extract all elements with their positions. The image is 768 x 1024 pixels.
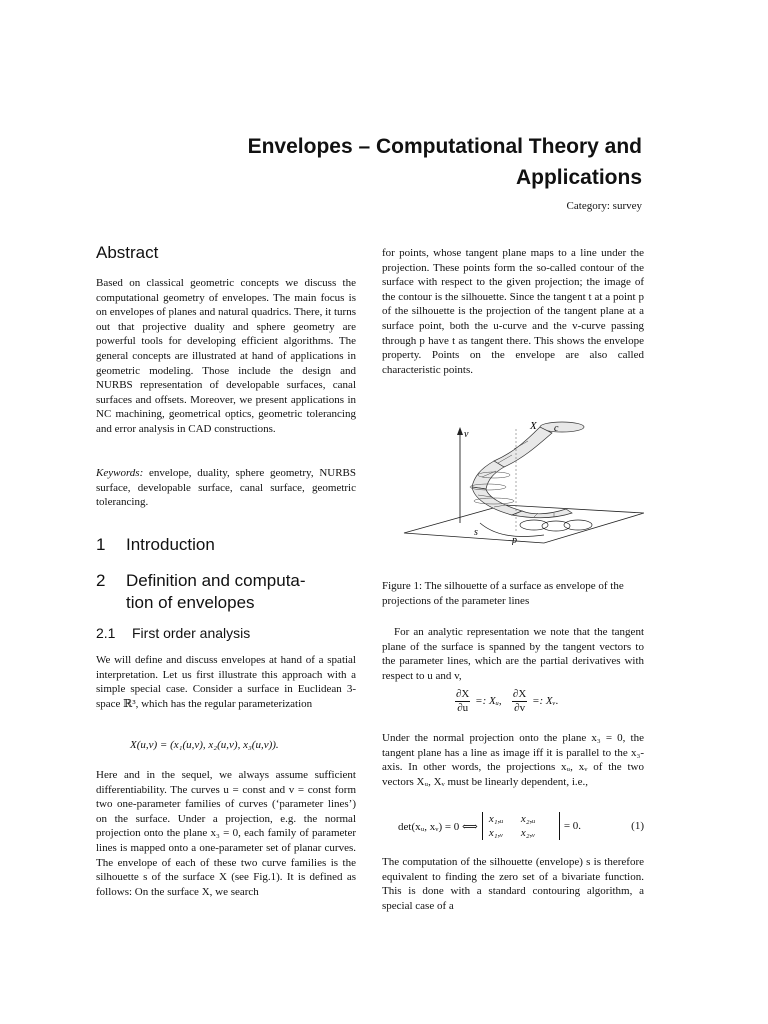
right-paragraph-4: The computation of the silhouette (envelope) s is therefore equivalent to finding the zero set of a bivariate function. This is done with a standard contouring algorithm, a special case of a: [382, 856, 644, 912]
label-s: s: [474, 527, 478, 538]
helical-surface: [472, 422, 584, 518]
section-1-heading: [96, 534, 215, 556]
section-1-number: 1: [96, 535, 106, 554]
abstract-keywords: [96, 466, 356, 510]
paper-title: [200, 131, 642, 193]
keywords-label: Keywords:: [96, 467, 144, 479]
equation-partial-derivatives: [453, 688, 558, 715]
v-axis-arrow: [457, 427, 463, 435]
matrix-x2v: x₂,ᵥ: [520, 827, 536, 839]
equation-number: (1): [631, 820, 644, 832]
right-paragraph-1: for points, whose tangent plane maps to a line under the projection. These points form the so-called contour of the surface with respect to the given projection; the image of the contour is the silhouette. Since the tangent t at a point p of the silhouette is the projection of the tangent plane at a surface point, both the u-curve and the v-curve passing through p have t as tangent there. This shows the envelope property. Points on the envelope are also called characteristic points.: [382, 247, 644, 376]
figure-1-caption: Figure 1: The silhouette of a surface as envelope of the projections of the parameter lines: [382, 580, 624, 607]
keywords-text: envelope, duality, sphere geometry, NURBS surface, developable surface, canal surface, geometric tolerancing.: [96, 467, 356, 509]
eq-du-rest: =: Xᵤ,: [475, 695, 502, 708]
section-2-heading: [96, 570, 356, 614]
abstract-heading: Abstract: [96, 243, 159, 262]
section-1-title: Introduction: [126, 535, 215, 554]
frac-du-denominator: ∂u: [457, 702, 469, 714]
determinant-matrix: [482, 812, 560, 840]
fraction-dv: [512, 688, 527, 715]
right-paragraph-3: Under the normal projection onto the plane x₃ = 0, the tangent plane has a line as image iff it is parallel to the x₃-axis. In other words, the projections xᵤ, xᵥ of the two vectors Xᵤ, Xᵥ must be linearly dependent, i.e.,: [382, 732, 644, 788]
figure-1-silhouette-illustration: [394, 415, 644, 545]
eq-dv-rest: =: Xᵥ.: [532, 695, 559, 708]
label-v: v: [464, 429, 469, 440]
label-p: p: [512, 535, 517, 545]
equation-parameterization: X(u,v) = (x₁(u,v), x₂(u,v), x₃(u,v)).: [130, 739, 279, 751]
section-2-1-paragraph-1: We will define and discuss envelopes at hand of a spatial interpretation. Let us first illustrate this approach with a simple special case. Consider a surface in Euclidean 3-space ℝ³, which has the regular parameterization: [96, 654, 356, 710]
label-X: X: [530, 420, 537, 432]
frac-dv-denominator: ∂v: [514, 702, 526, 714]
subsection-2-1-number: 2.1: [96, 625, 116, 641]
section-2-title-line-1: Definition and computa-: [126, 571, 306, 590]
title-line-2: Applications: [515, 166, 642, 189]
section-2-title-line-2: tion of envelopes: [126, 593, 255, 612]
right-paragraph-2: For an analytic representation we note that the tangent plane of the surface is spanned by the tangent vectors to the parameter lines, which are the partial derivatives with respect to u and v,: [382, 626, 644, 682]
frac-dv-numerator: ∂X: [512, 688, 527, 700]
section-2-1-paragraph-2: Here and in the sequel, we always assume sufficient differentiability. The curves u = const and v = const form two one-parameter families of curves (‘parameter lines’) on the surface. Under a projection, e.g. the normal projection onto the plane x₃ = 0, each family of parameter lines is mapped onto a one-parameter set of planar curves. The envelope of each of these two curve families is the silhouette s of the surface X (see Fig.1). It is defined as follows: On the surface X, we search: [96, 769, 356, 898]
matrix-x1u: x₁,ᵤ: [488, 813, 504, 825]
matrix-x1v: x₁,ᵥ: [488, 827, 504, 839]
eq3-right: = 0.: [563, 820, 582, 832]
abstract-body: Based on classical geometric concepts we discuss the computational geometry of envelopes. The main focus is on envelopes of planes and natural quadrics. There, it turns out that projective duality and sphere geometry are powerful tools for developing efficient algorithms. The general concepts are illustrated at hand of applications in geometric modeling. Those include the design and NURBS representation of developable surfaces, canal surfaces and offsets. Moreover, we present applications in NC machining, geometrical optics, geometric tolerancing and error analysis in CAD constructions.: [96, 277, 356, 435]
projection-plane: [404, 505, 644, 543]
label-c: c: [554, 423, 559, 434]
equation-1-determinant: [398, 812, 644, 840]
eq3-left: det(xᵤ, xᵥ) = 0 ⟺: [398, 820, 478, 833]
subsection-2-1-heading: [96, 625, 250, 641]
fraction-du: [455, 688, 470, 715]
subsection-2-1-title: First order analysis: [132, 625, 251, 641]
section-2-number: 2: [96, 571, 106, 590]
title-line-1: Envelopes – Computational Theory and: [247, 135, 642, 158]
category-label: Category: survey: [566, 200, 642, 212]
matrix-x2u: x₂,ᵤ: [520, 813, 536, 825]
frac-du-numerator: ∂X: [456, 688, 470, 700]
